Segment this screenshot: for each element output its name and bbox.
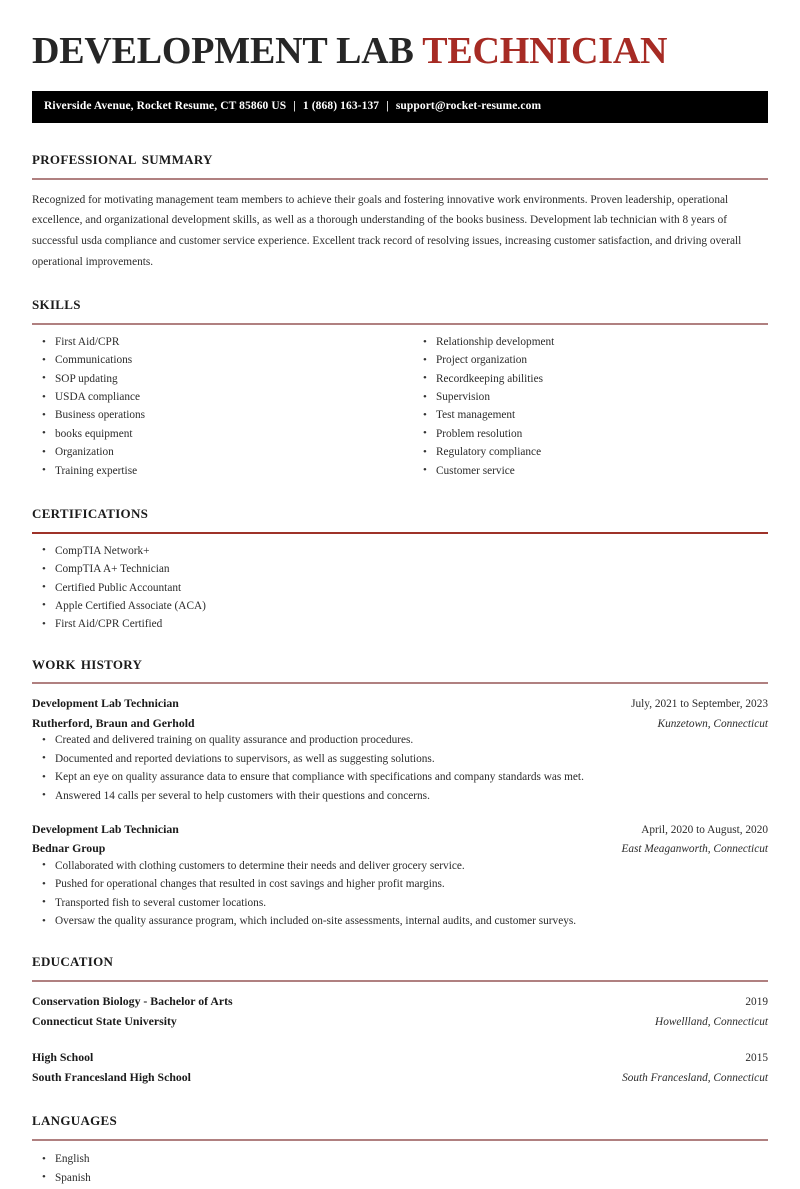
contact-address: Riverside Avenue, Rocket Resume, CT 85860 US [44,99,287,112]
list-item: • CompTIA A+ Technician [32,562,768,577]
list-item: • Documented and reported deviations to supervisors, as well as suggesting solutions. [32,752,768,767]
contact-bar [32,91,768,123]
contact-email[interactable]: support@rocket-resume.com [395,99,542,112]
education-school: South Francesland High School [32,1069,191,1084]
section-body-certifications [32,534,768,633]
skills-column-left [32,335,400,482]
list-item: • Oversaw the quality assurance program, which included on-site assessments, internal audits, and customer surveys. [32,914,768,929]
list-item: • Transported fish to several customer locations. [32,896,768,911]
list-item: • CompTIA Network+ [32,544,768,559]
list-item: • Business operations [32,408,400,423]
section-professional-summary [32,149,768,273]
education-school-row [32,1012,768,1032]
section-heading-certifications: certifications [32,501,149,523]
section-languages [32,1110,768,1186]
education-location: South Francesland, Connecticut [622,1071,768,1084]
education-year: 2015 [745,1052,768,1065]
job-bullet-list [32,859,768,929]
list-item: • books equipment [32,427,400,442]
section-body-work-history [32,684,768,929]
summary-paragraph: Recognized for motivating management team members to achieve their goals and fostering innovative work environments. Proven leadership, operational excellence, and organizational development skills, as well as a thorough understanding of the books business. Development lab technician with 8 years of successful usda compliance and customer service experience. Excellent track record of resolving issues, increasing customer satisfaction, and driving overall operational improvements. [32,193,742,269]
education-degree: High School [32,1050,94,1065]
section-heading-work-history: work history [32,652,143,674]
name-accent: TECHNICIAN [422,30,668,72]
skills-list-right [413,335,768,479]
education-entry [32,992,768,1031]
list-item: • Customer service [413,464,768,479]
education-school-row [32,1068,768,1088]
section-heading-summary: professional summary [32,147,213,169]
job-location: Kunzetown, Connecticut [657,717,768,730]
education-degree: Conservation Biology - Bachelor of Arts [32,994,233,1009]
list-item: • Regulatory compliance [413,445,768,460]
list-item: • Collaborated with clothing customers to determine their needs and deliver grocery service. [32,859,768,874]
certifications-list [32,544,768,633]
work-entry-title-row [32,694,768,714]
job-title: Development Lab Technician [32,696,179,711]
list-item: • Test management [413,408,768,423]
list-item: • Supervision [413,390,768,405]
job-bullet-list [32,733,768,803]
list-item: • First Aid/CPR [32,335,400,350]
list-item: • Pushed for operational changes that resulted in cost savings and higher profit margins. [32,877,768,892]
list-item: • Relationship development [413,335,768,350]
list-item: • Kept an eye on quality assurance data to ensure that compliance with specifications and company standards was met. [32,770,768,785]
list-item: • Apple Certified Associate (ACA) [32,599,768,614]
job-company: Rutherford, Braun and Gerhold [32,715,195,730]
education-entry [32,1048,768,1087]
education-location: Howellland, Connecticut [655,1015,768,1028]
list-item: • Project organization [413,353,768,368]
work-entry [32,820,768,929]
section-work-history [32,654,768,930]
skills-list-left [32,335,400,479]
work-entry-company-row [32,839,768,859]
section-body-languages [32,1141,768,1186]
job-title: Development Lab Technician [32,821,179,836]
list-item: • Created and delivered training on quality assurance and production procedures. [32,733,768,748]
list-item: • Certified Public Accountant [32,581,768,596]
candidate-name-title [32,26,768,72]
skills-column-right [400,335,768,482]
job-company: Bednar Group [32,841,106,856]
section-heading-skills: skills [32,293,81,315]
list-item: • Organization [32,445,400,460]
list-item: • Problem resolution [413,427,768,442]
list-item: • Recordkeeping abilities [413,372,768,387]
contact-phone[interactable]: 1 (868) 163-137 [302,99,380,112]
work-entry-company-row [32,714,768,734]
list-item: • Spanish [32,1171,768,1186]
list-item: • USDA compliance [32,390,400,405]
section-heading-languages: languages [32,1109,118,1131]
job-dates: April, 2020 to August, 2020 [641,823,768,836]
education-degree-row [32,992,768,1012]
job-dates: July, 2021 to September, 2023 [631,698,768,711]
languages-list [32,1152,768,1186]
section-certifications [32,503,768,633]
list-item: • First Aid/CPR Certified [32,617,768,632]
section-skills [32,294,768,482]
section-body-summary [32,180,768,274]
contact-separator-1: | [293,99,296,112]
list-item: • Communications [32,353,400,368]
section-body-skills [32,325,768,482]
name-primary: DEVELOPMENT LAB [32,30,423,72]
education-degree-row [32,1048,768,1068]
section-education [32,951,768,1087]
job-location: East Meaganworth, Connecticut [621,843,768,856]
education-year: 2019 [745,996,768,1009]
list-item: • SOP updating [32,372,400,387]
list-item: • English [32,1152,768,1167]
education-school: Connecticut State University [32,1013,177,1028]
contact-separator-2: | [386,99,389,112]
list-item: • Training expertise [32,464,400,479]
skills-columns [32,335,768,482]
work-entry [32,694,768,803]
list-item: • Answered 14 calls per several to help customers with their questions and concerns. [32,789,768,804]
section-heading-education: education [32,950,114,972]
work-entry-title-row [32,820,768,840]
